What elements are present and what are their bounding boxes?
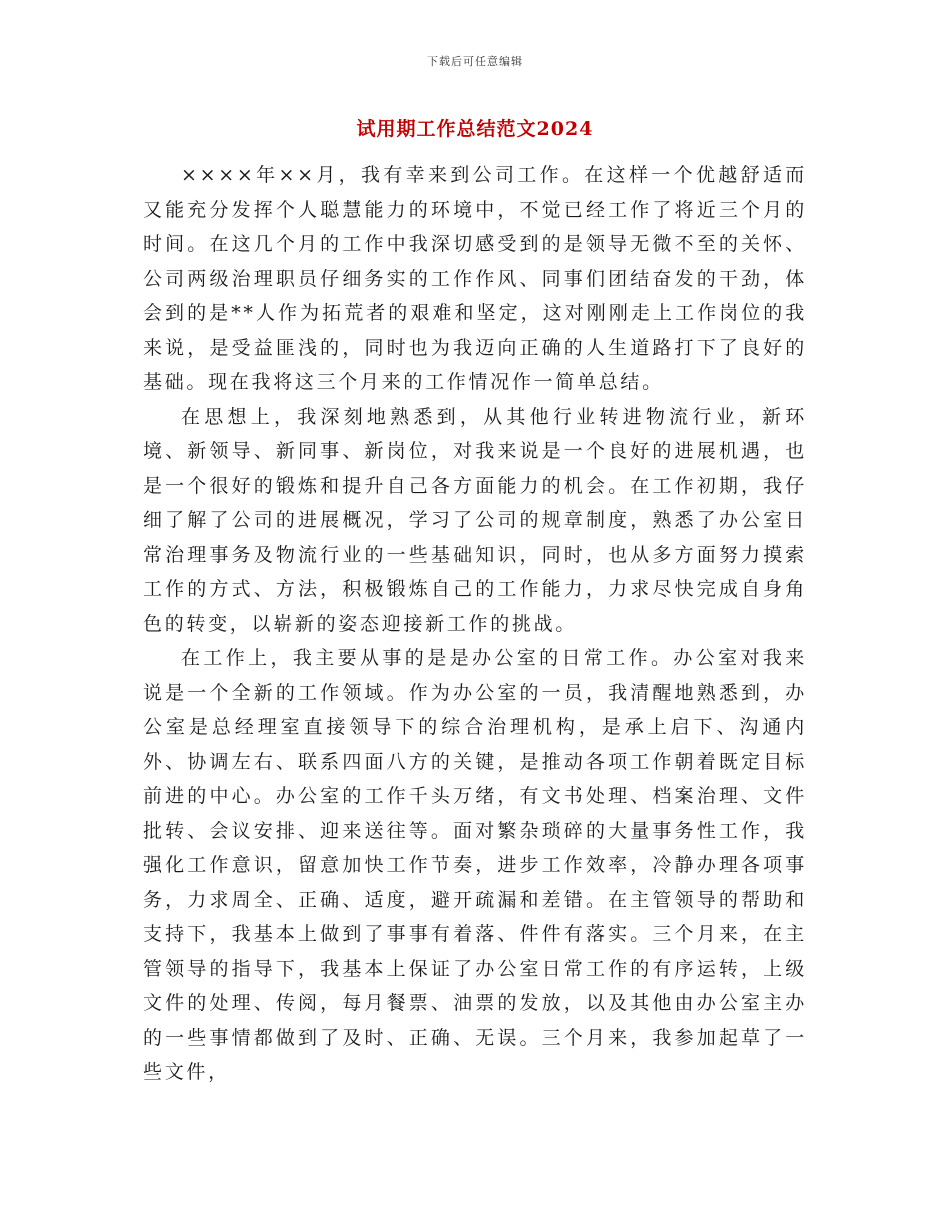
- paragraph-intro: ××××年××月，我有幸来到公司工作。在这样一个优越舒适而又能充分发挥个人聪慧能力的环境中，不觉已经工作了将近三个月的时间。在这几个月的工作中我深切感受到的是领导无微不至的关怀、公司两级治理职员仔细务实的工作作风、同事们团结奋发的干劲，体会到的是**人作为拓荒者的艰难和坚定，这对刚刚走上工作岗位的我来说，是受益匪浅的，同时也为我迈向正确的人生道路打下了良好的基础。现在我将这三个月来的工作情况作一简单总结。: [143, 164, 807, 393]
- document-title: 试用期工作总结范文2024: [356, 118, 594, 140]
- paragraph-thoughts: 在思想上，我深刻地熟悉到，从其他行业转进物流行业，新环境、新领导、新同事、新岗位，对我来说是一个良好的进展机遇，也是一个很好的锻炼和提升自己各方面能力的机会。在工作初期，我仔细了解了公司的进展概况，学习了公司的规章制度，熟悉了办公室日常治理事务及物流行业的一些基础知识，同时，也从多方面努力摸索工作的方式、方法，积极锻炼自己的工作能力，力求尽快完成自身角色的转变，以崭新的姿态迎接新工作的挑战。: [143, 405, 807, 635]
- header-note: 下载后可任意编辑: [427, 55, 523, 68]
- paragraph-work: 在工作上，我主要从事的是是办公室的日常工作。办公室对我来说是一个全新的工作领域。作为办公室的一员，我清醒地熟悉到，办公室是总经理室直接领导下的综合治理机构，是承上启下、沟通内外、协调左右、联系四面八方的关键，是推动各项工作朝着既定目标前进的中心。办公室的工作千头万绪，有文书处理、档案治理、文件批转、会议安排、迎来送往等。面对繁杂琐碎的大量事务性工作，我强化工作意识，留意加快工作节奏，进步工作效率，冷静办理各项事务，力求周全、正确、适度，避开疏漏和差错。在主管领导的帮助和支持下，我基本上做到了事事有着落、件件有落实。三个月来，在主管领导的指导下，我基本上保证了办公室日常工作的有序运转，上级文件的处理、传阅，每月餐票、油票的发放，以及其他由办公室主办的一些事情都做到了及时、正确、无误。三个月来，我参加起草了一些文件，: [143, 647, 807, 1083]
- document-body: [143, 158, 807, 1090]
